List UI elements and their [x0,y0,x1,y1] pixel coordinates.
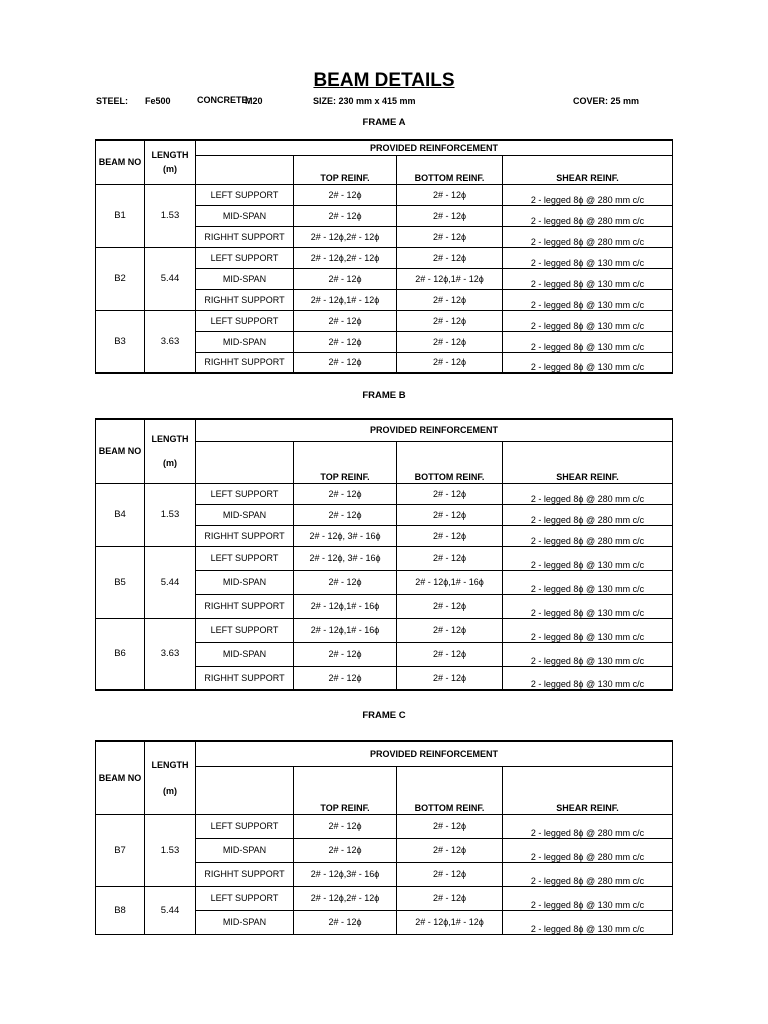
top-reinf-cell: 2# - 12ϕ [294,483,397,504]
header-location [196,441,294,483]
top-reinf-cell: 2# - 12ϕ,2# - 12ϕ [294,886,397,910]
bottom-reinf-cell: 2# - 12ϕ [397,546,503,570]
beam-no-cell: B8 [96,886,145,934]
header-beam-no: BEAM NO [96,140,145,184]
bottom-reinf-cell: 2# - 12ϕ [397,352,503,373]
location-cell: MID-SPAN [196,570,294,594]
location-cell: RIGHHT SUPPORT [196,226,294,247]
header-shear-reinf: SHEAR REINF. [503,441,673,483]
bottom-reinf-cell: 2# - 12ϕ [397,618,503,642]
top-reinf-cell: 2# - 12ϕ [294,504,397,525]
bottom-reinf-cell: 2# - 12ϕ [397,483,503,504]
bottom-reinf-cell: 2# - 12ϕ [397,504,503,525]
beam-table [95,418,673,691]
shear-reinf-cell: 2 - legged 8ϕ @ 280 mm c/c [503,862,673,886]
location-cell: RIGHHT SUPPORT [196,352,294,373]
bottom-reinf-cell: 2# - 12ϕ [397,666,503,690]
shear-reinf-cell: 2 - legged 8ϕ @ 130 mm c/c [503,642,673,666]
header-bottom-reinf: BOTTOM REINF. [397,441,503,483]
table-row [96,618,673,642]
location-cell: RIGHHT SUPPORT [196,666,294,690]
header-bottom-reinf: BOTTOM REINF. [397,766,503,814]
location-cell: LEFT SUPPORT [196,483,294,504]
steel-label: STEEL: [96,96,129,106]
beam-length-cell: 5.44 [145,886,196,934]
header-length [145,419,196,483]
location-cell: LEFT SUPPORT [196,546,294,570]
beam-no-cell: B3 [96,310,145,373]
beam-no-cell: B6 [96,618,145,690]
location-cell: MID-SPAN [196,838,294,862]
bottom-reinf-cell: 2# - 12ϕ [397,184,503,205]
header-top-reinf: TOP REINF. [294,441,397,483]
bottom-reinf-cell: 2# - 12ϕ [397,289,503,310]
table-row [96,546,673,570]
header-bottom-reinf: BOTTOM REINF. [397,155,503,184]
page-title: BEAM DETAILS [313,70,455,91]
header-length-unit: (m) [163,164,177,175]
location-cell: RIGHHT SUPPORT [196,862,294,886]
beam-no-cell: B2 [96,247,145,310]
bottom-reinf-cell: 2# - 12ϕ [397,331,503,352]
top-reinf-cell: 2# - 12ϕ [294,910,397,934]
top-reinf-cell: 2# - 12ϕ [294,570,397,594]
header-top-reinf: TOP REINF. [294,155,397,184]
bottom-reinf-cell: 2# - 12ϕ,1# - 12ϕ [397,268,503,289]
beam-length-cell: 3.63 [145,310,196,373]
header-length-label: LENGTH [151,434,189,445]
bottom-reinf-cell: 2# - 12ϕ [397,226,503,247]
bottom-reinf-cell: 2# - 12ϕ [397,814,503,838]
top-reinf-cell: 2# - 12ϕ [294,310,397,331]
shear-reinf-cell: 2 - legged 8ϕ @ 130 mm c/c [503,886,673,910]
top-reinf-cell: 2# - 12ϕ,2# - 12ϕ [294,226,397,247]
location-cell: LEFT SUPPORT [196,184,294,205]
top-reinf-cell: 2# - 12ϕ,1# - 16ϕ [294,594,397,618]
table-row [96,483,673,504]
header-location [196,155,294,184]
shear-reinf-cell: 2 - legged 8ϕ @ 280 mm c/c [503,483,673,504]
bottom-reinf-cell: 2# - 12ϕ,1# - 12ϕ [397,910,503,934]
header-length [145,741,196,814]
header-provided-reinforcement: PROVIDED REINFORCEMENT [196,140,673,155]
top-reinf-cell: 2# - 12ϕ [294,205,397,226]
bottom-reinf-cell: 2# - 12ϕ [397,642,503,666]
shear-reinf-cell: 2 - legged 8ϕ @ 130 mm c/c [503,546,673,570]
location-cell: MID-SPAN [196,205,294,226]
top-reinf-cell: 2# - 12ϕ [294,352,397,373]
location-cell: LEFT SUPPORT [196,886,294,910]
shear-reinf-cell: 2 - legged 8ϕ @ 130 mm c/c [503,289,673,310]
location-cell: RIGHHT SUPPORT [196,289,294,310]
top-reinf-cell: 2# - 12ϕ, 3# - 16ϕ [294,546,397,570]
location-cell: LEFT SUPPORT [196,310,294,331]
shear-reinf-cell: 2 - legged 8ϕ @ 130 mm c/c [503,331,673,352]
shear-reinf-cell: 2 - legged 8ϕ @ 130 mm c/c [503,310,673,331]
bottom-reinf-cell: 2# - 12ϕ [397,310,503,331]
top-reinf-cell: 2# - 12ϕ [294,642,397,666]
location-cell: MID-SPAN [196,268,294,289]
concrete-label: CONCRETE: [197,95,251,105]
beam-size: SIZE: 230 mm x 415 mm [313,96,416,106]
bottom-reinf-cell: 2# - 12ϕ,1# - 16ϕ [397,570,503,594]
shear-reinf-cell: 2 - legged 8ϕ @ 280 mm c/c [503,504,673,525]
shear-reinf-cell: 2 - legged 8ϕ @ 130 mm c/c [503,570,673,594]
bottom-reinf-cell: 2# - 12ϕ [397,205,503,226]
location-cell: LEFT SUPPORT [196,814,294,838]
top-reinf-cell: 2# - 12ϕ [294,666,397,690]
table-row [96,310,673,331]
shear-reinf-cell: 2 - legged 8ϕ @ 130 mm c/c [503,910,673,934]
beam-no-cell: B4 [96,483,145,546]
beam-length-cell: 1.53 [145,184,196,247]
header-provided-reinforcement: PROVIDED REINFORCEMENT [196,741,673,766]
shear-reinf-cell: 2 - legged 8ϕ @ 130 mm c/c [503,352,673,373]
location-cell: RIGHHT SUPPORT [196,525,294,546]
bottom-reinf-cell: 2# - 12ϕ [397,247,503,268]
beam-length-cell: 5.44 [145,247,196,310]
shear-reinf-cell: 2 - legged 8ϕ @ 280 mm c/c [503,205,673,226]
bottom-reinf-cell: 2# - 12ϕ [397,525,503,546]
shear-reinf-cell: 2 - legged 8ϕ @ 280 mm c/c [503,226,673,247]
beam-table [95,740,673,935]
cover: COVER: 25 mm [573,96,640,106]
header-beam-no: BEAM NO [96,741,145,814]
location-cell: MID-SPAN [196,642,294,666]
header-provided-reinforcement: PROVIDED REINFORCEMENT [196,419,673,441]
steel-value: Fe500 [145,96,171,106]
top-reinf-cell: 2# - 12ϕ [294,838,397,862]
shear-reinf-cell: 2 - legged 8ϕ @ 280 mm c/c [503,184,673,205]
beam-no-cell: B7 [96,814,145,886]
shear-reinf-cell: 2 - legged 8ϕ @ 280 mm c/c [503,525,673,546]
header-shear-reinf: SHEAR REINF. [503,155,673,184]
shear-reinf-cell: 2 - legged 8ϕ @ 130 mm c/c [503,268,673,289]
table-row [96,886,673,910]
top-reinf-cell: 2# - 12ϕ [294,331,397,352]
bottom-reinf-cell: 2# - 12ϕ [397,838,503,862]
header-beam-no: BEAM NO [96,419,145,483]
bottom-reinf-cell: 2# - 12ϕ [397,862,503,886]
header-shear-reinf: SHEAR REINF. [503,766,673,814]
shear-reinf-cell: 2 - legged 8ϕ @ 130 mm c/c [503,618,673,642]
frame-title: FRAME C [362,710,406,721]
header-length-label: LENGTH [151,759,189,770]
beam-no-cell: B1 [96,184,145,247]
table-row [96,184,673,205]
bottom-reinf-cell: 2# - 12ϕ [397,594,503,618]
header-length [145,140,196,184]
beam-length-cell: 5.44 [145,546,196,618]
top-reinf-cell: 2# - 12ϕ [294,268,397,289]
location-cell: MID-SPAN [196,504,294,525]
header-location [196,766,294,814]
top-reinf-cell: 2# - 12ϕ [294,184,397,205]
shear-reinf-cell: 2 - legged 8ϕ @ 280 mm c/c [503,814,673,838]
table-row [96,247,673,268]
top-reinf-cell: 2# - 12ϕ,1# - 16ϕ [294,618,397,642]
shear-reinf-cell: 2 - legged 8ϕ @ 130 mm c/c [503,247,673,268]
shear-reinf-cell: 2 - legged 8ϕ @ 130 mm c/c [503,594,673,618]
top-reinf-cell: 2# - 12ϕ,1# - 12ϕ [294,289,397,310]
beam-table [95,139,673,374]
beam-length-cell: 1.53 [145,814,196,886]
bottom-reinf-cell: 2# - 12ϕ [397,886,503,910]
frame-title: FRAME A [362,117,406,128]
beam-length-cell: 1.53 [145,483,196,546]
top-reinf-cell: 2# - 12ϕ,2# - 12ϕ [294,247,397,268]
concrete-value: M20 [245,96,263,106]
shear-reinf-cell: 2 - legged 8ϕ @ 280 mm c/c [503,838,673,862]
header-length-unit: (m) [163,458,177,469]
shear-reinf-cell: 2 - legged 8ϕ @ 130 mm c/c [503,666,673,690]
header-length-label: LENGTH [151,150,189,161]
top-reinf-cell: 2# - 12ϕ,3# - 16ϕ [294,862,397,886]
beam-length-cell: 3.63 [145,618,196,690]
header-length-unit: (m) [163,785,177,796]
table-row [96,814,673,838]
location-cell: MID-SPAN [196,910,294,934]
beam-no-cell: B5 [96,546,145,618]
location-cell: LEFT SUPPORT [196,247,294,268]
location-cell: LEFT SUPPORT [196,618,294,642]
header-top-reinf: TOP REINF. [294,766,397,814]
location-cell: RIGHHT SUPPORT [196,594,294,618]
top-reinf-cell: 2# - 12ϕ [294,814,397,838]
location-cell: MID-SPAN [196,331,294,352]
top-reinf-cell: 2# - 12ϕ, 3# - 16ϕ [294,525,397,546]
frame-title: FRAME B [362,390,406,401]
